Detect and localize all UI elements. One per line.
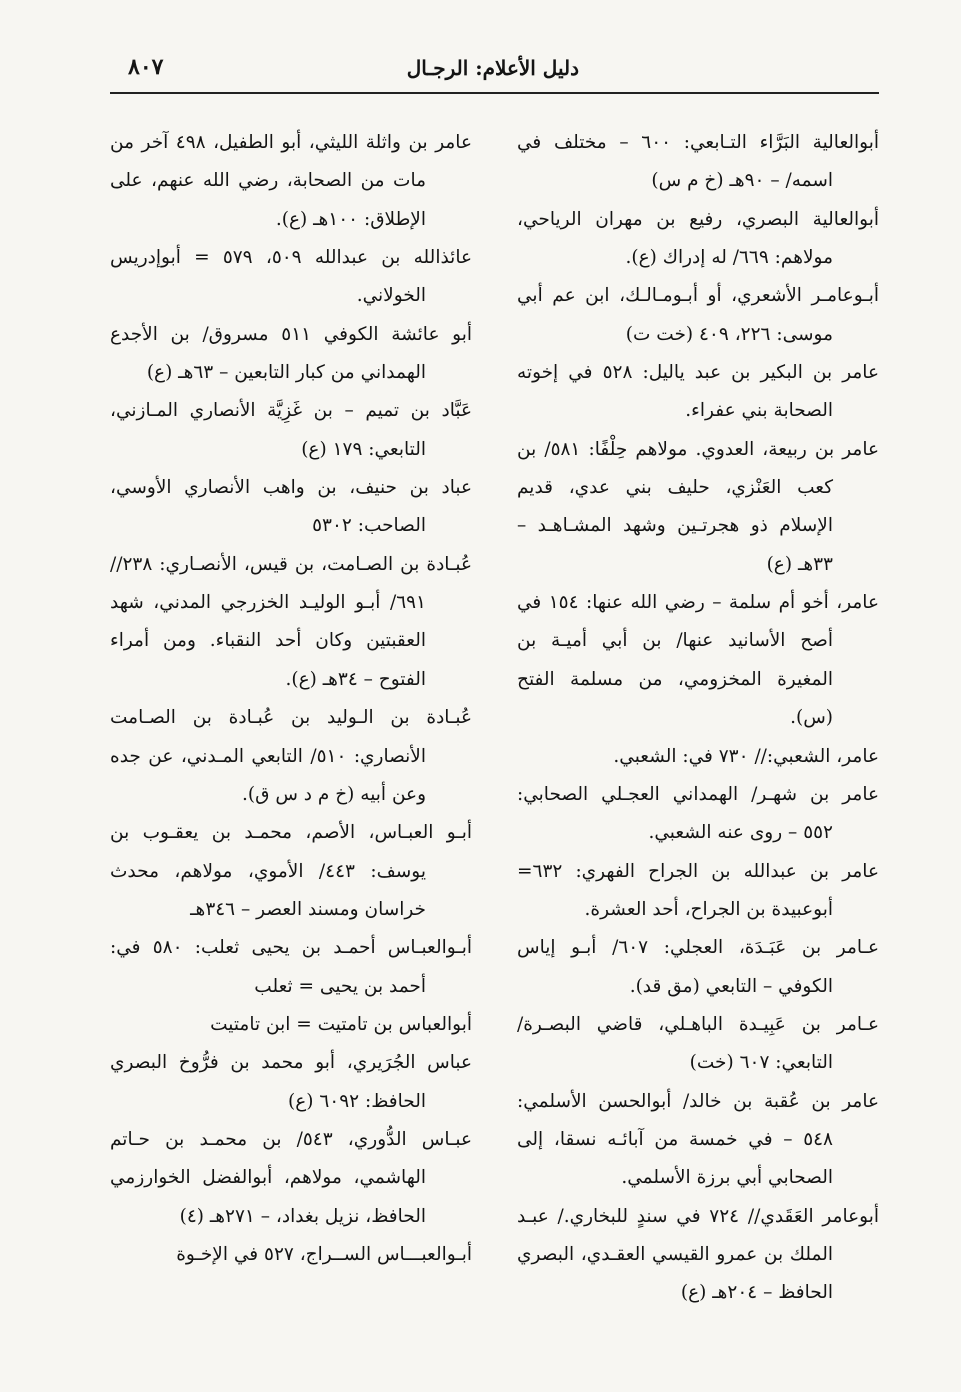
running-head: دليل الأعلام: الرجـال <box>406 56 579 80</box>
entry: أبوعامر العَقَدي// ٧٢٤ في سندٍ للبخاري./ عبـد الملك بن عمرو القيسي العقـدي، البصري الحافظ – ٢٠٤هـ (ع) <box>517 1205 879 1304</box>
entry: عُبـادة بن الصـامت، بن قيس، الأنصـاري: ٢٣٨// ٦٩١/ أبـو الوليـد الخزرجي المدني، شهد العقبتين وكان أحد النقباء. ومن أمراء الفتوح – ٣٤هـ (ع). <box>110 553 472 690</box>
entry: عامر، الشعبي:// ٧٣٠ في: الشعبي. <box>613 745 879 767</box>
entry: عُبـادة بن الـوليد بن عُبـادة بن الصـامت الأنصاري: ٥١٠/ التابعي المـدني، عن جده وعن أبيه (خ م د س ق). <box>110 707 472 805</box>
entry: عـامر بن عَبِيـدة الباهـلي، قاضي البصـرة/ التابعي: ٦٠٧ (خت) <box>517 1013 879 1074</box>
entry: عامر، أخو أم سلمة – رضي الله عنها: ١٥٤ في أصح الأسانيد عنها/ بن أبي أميـة بن المغيرة المخزومي، من مسلمة الفتح (س). <box>517 592 879 729</box>
page-header <box>110 48 879 94</box>
entry: عامر بن البكير بن عبد ياليل: ٥٢٨ في إخوته الصحابة بني عفراء. <box>517 362 879 422</box>
entry: عـامر بن عَبَـدَة، العجلي: ٦٠٧/ أبـو إياس الكوفي – التابعي (مق قد). <box>517 937 879 997</box>
page-number: ٨٠٧ <box>128 54 164 80</box>
entry: أبو عائشة الكوفي ٥١١ مسروق/ بن الأجدع الهمداني من كبار التابعين – ٦٣هـ (ع) <box>110 323 472 384</box>
entry: أبـوعامـر الأشعري، أو أبـومـالـك، ابن عم أبي موسى: ٢٢٦، ٤٠٩ (خت ت) <box>517 285 879 345</box>
entry: عامر بن شهـر/ الهمداني العجـلي الصحابي: ٥٥٢ – روى عنه الشعبي. <box>517 783 879 844</box>
entry: عامر بن عُقبة بن خالد/ أبوالحسن الأسلمي: ٥٤٨ – في خمسة من آبائـه نسقا، إلى الصحابي أبي برزة الأسلمي. <box>517 1090 879 1189</box>
entry: أبـو العبـاس، الأصم، محمـد بن يعقـوب بن يوسف: ٤٤٣/ الأموي، مولاهم، محدث خراسان ومسند العصر – ٣٤٦هـ <box>110 822 472 920</box>
entry: عائذالله بن عبدالله ٥٠٩، ٥٧٩ = أبوإدريس الخولاني. <box>110 247 472 307</box>
left-column <box>110 124 472 1274</box>
entry: أبوالعباس بن تامتيت = ابن تامتيت <box>210 1013 472 1035</box>
entry: أبـوالعبـــاس الســراج، ٥٢٧ في الإخـوة <box>176 1243 472 1265</box>
entry: عامر بن عبدالله بن الجراح الفهري: ٦٣٢= أبوعبيدة بن الجراح، أحد العشرة. <box>517 860 879 920</box>
entry: عباس الجُرَيري، أبو محمد بن فرُّوخ البصري الحافظ: ٦٠٩٢ (ع) <box>110 1052 472 1112</box>
entry: عَبَّاد بن تميم – بن غَزِيَّة الأنصاري المـازني، التابعي: ١٧٩ (ع) <box>110 400 472 460</box>
entry: أبوالعالية البَرَّاء التـابعي: ٦٠٠ – مختلف في اسمه/ – ٩٠هـ (خ م س) <box>517 132 879 192</box>
entry: عامر بن واثلة الليثي، أبو الطفيل، ٤٩٨ آخر من مات من الصحابة، رضي الله عنهم، على الإطلاق: ١٠٠هـ (ع). <box>110 132 472 230</box>
entry: عامر بن ربيعة، العدوي. مولاهم حِلْفًا: ٥٨١/ بن كعب العَنْزي، حليف بني عدي، قديم الإسلام ذو هجرتـين وشهد المشـاهـد – ٣٣هـ (ع) <box>517 438 879 575</box>
entry: عبـاس الدُّوري، ٥٤٣/ بن محمـد بن حـاتم الهاشمي، مولاهم، أبوالفضل الخوارزمي الحافظ، نزيل بغداد، – ٢٧١هـ (٤) <box>110 1128 472 1227</box>
right-column <box>517 124 879 1313</box>
entry: أبوالعالية البصري، رفيع بن مهران الرياحي، مولاهم: ٦٦٩/ له إدراك (ع). <box>517 208 879 269</box>
entry: عباد بن حنيف، بن واهب الأنصاري الأوسي، الصاحب: ٥٣٠٢ <box>110 477 472 537</box>
entry: أبـوالعبـاس أحمـد بن يحيى ثعلب: ٥٨٠ في: أحمد بن يحيى = ثعلب <box>110 937 472 997</box>
